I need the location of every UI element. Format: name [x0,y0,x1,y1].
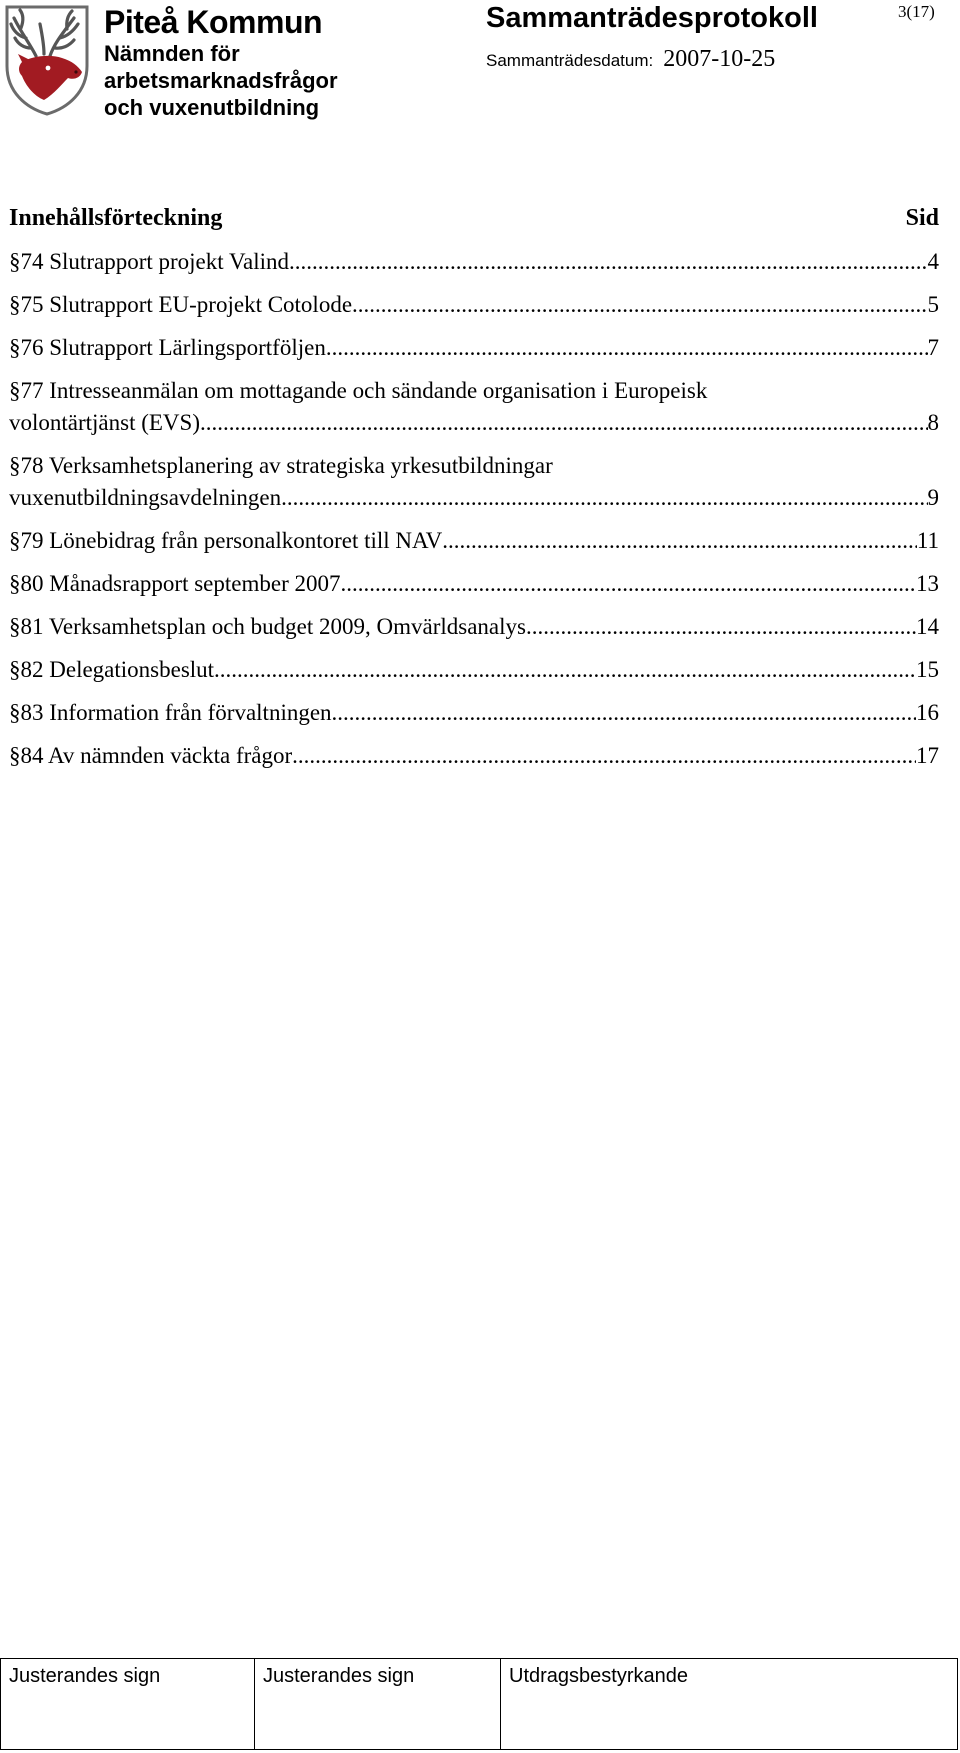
table-of-contents [9,203,939,783]
signature-cell-certification [501,1659,958,1750]
toc-entry-title-line-1: §78 Verksamhetsplanering av strategiska yrkesutbildningar [9,453,553,478]
reindeer-coat-of-arms-icon [4,4,90,116]
toc-entry[interactable] [9,654,939,686]
toc-entry-page: 8 [927,410,939,435]
org-sub-1: Nämnden för [104,41,240,66]
meeting-date-line [486,46,775,73]
dot-leader [326,332,928,364]
signature-cell-adjuster-1 [1,1659,255,1750]
toc-entry-page: 11 [916,528,939,553]
dot-leader [332,697,916,729]
dot-leader [442,525,917,557]
toc-heading: Innehållsförteckning [9,205,223,231]
toc-entry-title: §76 Slutrapport Lärlingsportföljen [9,335,326,360]
toc-entry-title: §74 Slutrapport projekt Valind [9,249,290,274]
toc-entry-title: §81 Verksamhetsplan och budget 2009, Omvärldsanalys [9,614,526,639]
toc-entry[interactable] [9,289,939,321]
toc-entry-title-line-1: §77 Intresseanmälan om mottagande och sändande organisation i Europeisk [9,378,708,403]
dot-leader [200,407,928,439]
toc-entry-page: 13 [916,571,939,596]
toc-entry-title: §82 Delegationsbeslut [9,657,215,682]
toc-entry-page: 14 [916,614,939,639]
toc-entry[interactable] [9,697,939,729]
toc-entry[interactable] [9,375,939,439]
toc-entry[interactable] [9,450,939,514]
org-sub-2: arbetsmarknadsfrågor [104,68,338,93]
toc-entry-page: 4 [927,249,939,274]
toc-entry-page: 9 [927,485,939,510]
toc-entry[interactable] [9,525,939,557]
toc-entry-page: 16 [916,700,939,725]
organisation-block [104,4,338,121]
signature-label: Justerandes sign [9,1665,161,1687]
toc-entry[interactable] [9,332,939,364]
toc-entry[interactable] [9,568,939,600]
meeting-date-value: 2007-10-25 [663,46,776,72]
toc-page-column-label: Sid [905,205,939,231]
toc-list [9,246,939,772]
signature-cell-adjuster-2 [255,1659,501,1750]
toc-entry-title: vuxenutbildningsavdelningen [9,485,282,510]
signature-label: Justerandes sign [263,1665,415,1687]
toc-entry[interactable] [9,740,939,772]
org-sub-3: och vuxenutbildning [104,95,320,120]
signature-table [0,1658,958,1750]
toc-entry-page: 15 [916,657,939,682]
toc-entry-title: volontärtjänst (EVS) [9,410,200,435]
dot-leader [214,654,916,686]
dot-leader [292,740,916,772]
toc-entry-title: §83 Information från förvaltningen [9,700,332,725]
page-number: 3(17) [898,2,935,21]
toc-entry[interactable] [9,611,939,643]
toc-entry-title: §75 Slutrapport EU-projekt Cotolode [9,292,353,317]
dot-leader [352,289,927,321]
toc-entry[interactable] [9,246,939,278]
toc-entry-title: §84 Av nämnden väckta frågor [9,743,293,768]
document-title: Sammanträdesprotokoll [486,2,818,34]
meeting-date-label: Sammanträdesdatum: [486,51,654,70]
dot-leader [526,611,916,643]
toc-entry-page: 17 [916,743,939,768]
toc-entry-page: 7 [927,335,939,360]
dot-leader [289,246,927,278]
org-name: Piteå Kommun [104,4,323,40]
toc-entry-title: §80 Månadsrapport september 2007 [9,571,341,596]
dot-leader [341,568,916,600]
dot-leader [281,482,927,514]
toc-entry-page: 5 [927,292,939,317]
toc-header [9,203,939,233]
signature-label: Utdragsbestyrkande [509,1665,688,1687]
toc-entry-title: §79 Lönebidrag från personalkontoret till NAV [9,528,443,553]
